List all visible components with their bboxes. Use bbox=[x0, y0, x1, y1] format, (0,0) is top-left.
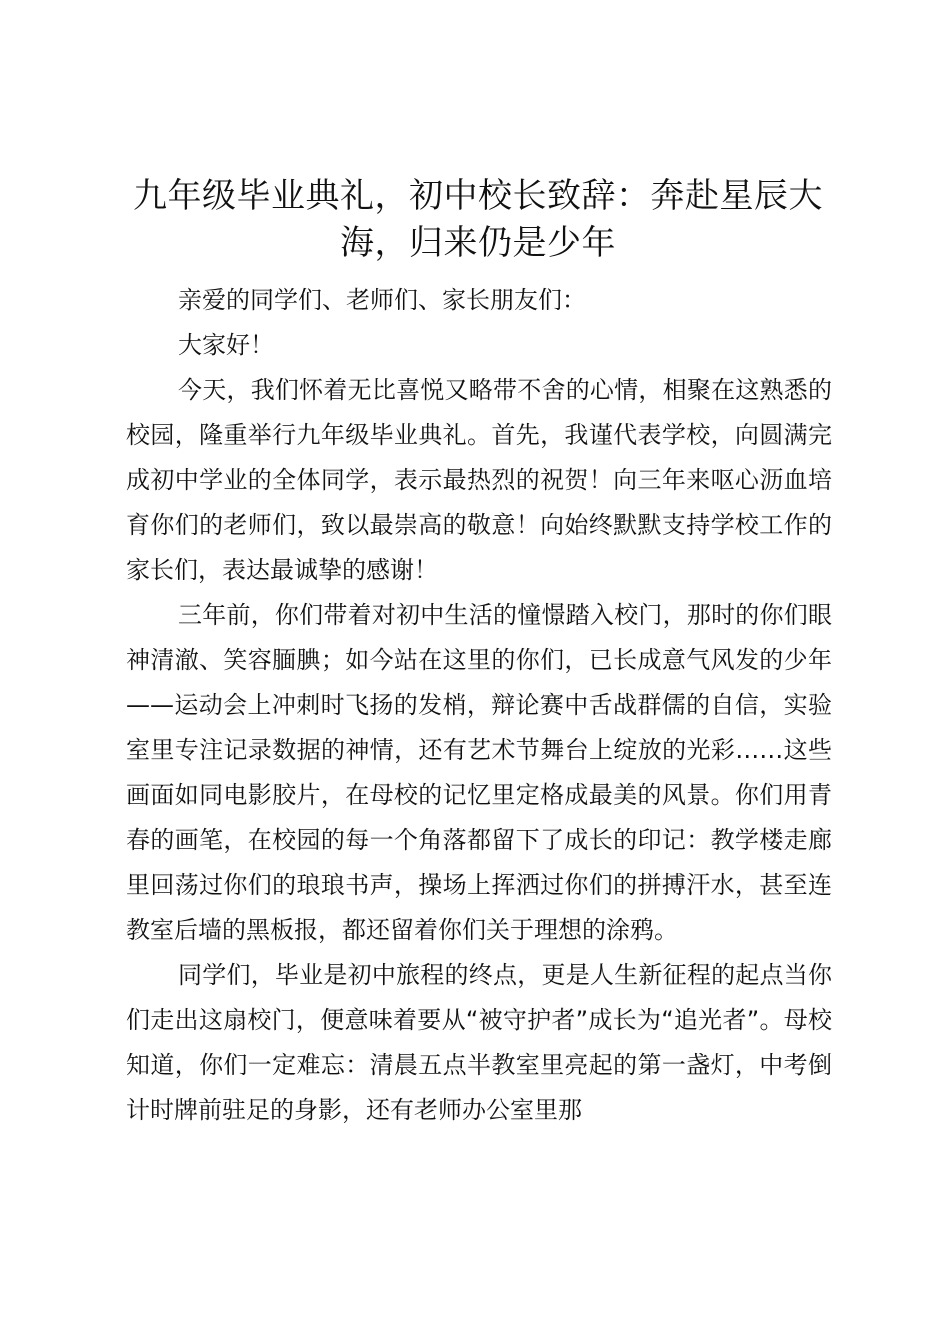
new-journey-paragraph: 同学们，毕业是初中旅程的终点，更是人生新征程的起点当你们走出这扇校门，便意味着要从“被守护者”成长为“追光者”。母校知道，你们一定难忘：清晨五点半教室里亮起的第一盏灯，中考倒计时牌前驻足的身影，还有老师办公室里那 bbox=[126, 961, 832, 1124]
opening-paragraph: 今天，我们怀着无比喜悦又略带不舍的心情，相聚在这熟悉的校园，隆重举行九年级毕业典礼。首先，我谨代表学校，向圆满完成初中学业的全体同学，表示最热烈的祝贺！向三年来呕心沥血培育你们的老师们，致以最崇高的敬意！向始终默默支持学校工作的家长们，表达最诚挚的感谢！ bbox=[126, 376, 832, 584]
memories-paragraph: 三年前，你们带着对初中生活的憧憬踏入校门，那时的你们眼神清澈、笑容腼腆；如今站在这里的你们，已长成意气风发的少年——运动会上冲刺时飞扬的发梢，辩论赛中舌战群儒的自信，实验室里专注记录数据的神情，还有艺术节舞台上绽放的光彩……这些画面如同电影胶片，在母校的记忆里定格成最美的风景。你们用青春的画笔，在校园的每一个角落都留下了成长的印记：教学楼走廊里回荡过你们的琅琅书声，操场上挥洒过你们的拼搏汗水，甚至连教室后墙的黑板报，都还留着你们关于理想的涂鸦。 bbox=[126, 601, 832, 944]
greeting-paragraph: 大家好！ bbox=[178, 331, 274, 359]
document-title: 九年级毕业典礼，初中校长致辞：奔赴星辰大海，归来仍是少年 bbox=[133, 176, 823, 263]
document-body bbox=[126, 278, 832, 1133]
salutation-paragraph: 亲爱的同学们、老师们、家长朋友们： bbox=[178, 286, 586, 314]
